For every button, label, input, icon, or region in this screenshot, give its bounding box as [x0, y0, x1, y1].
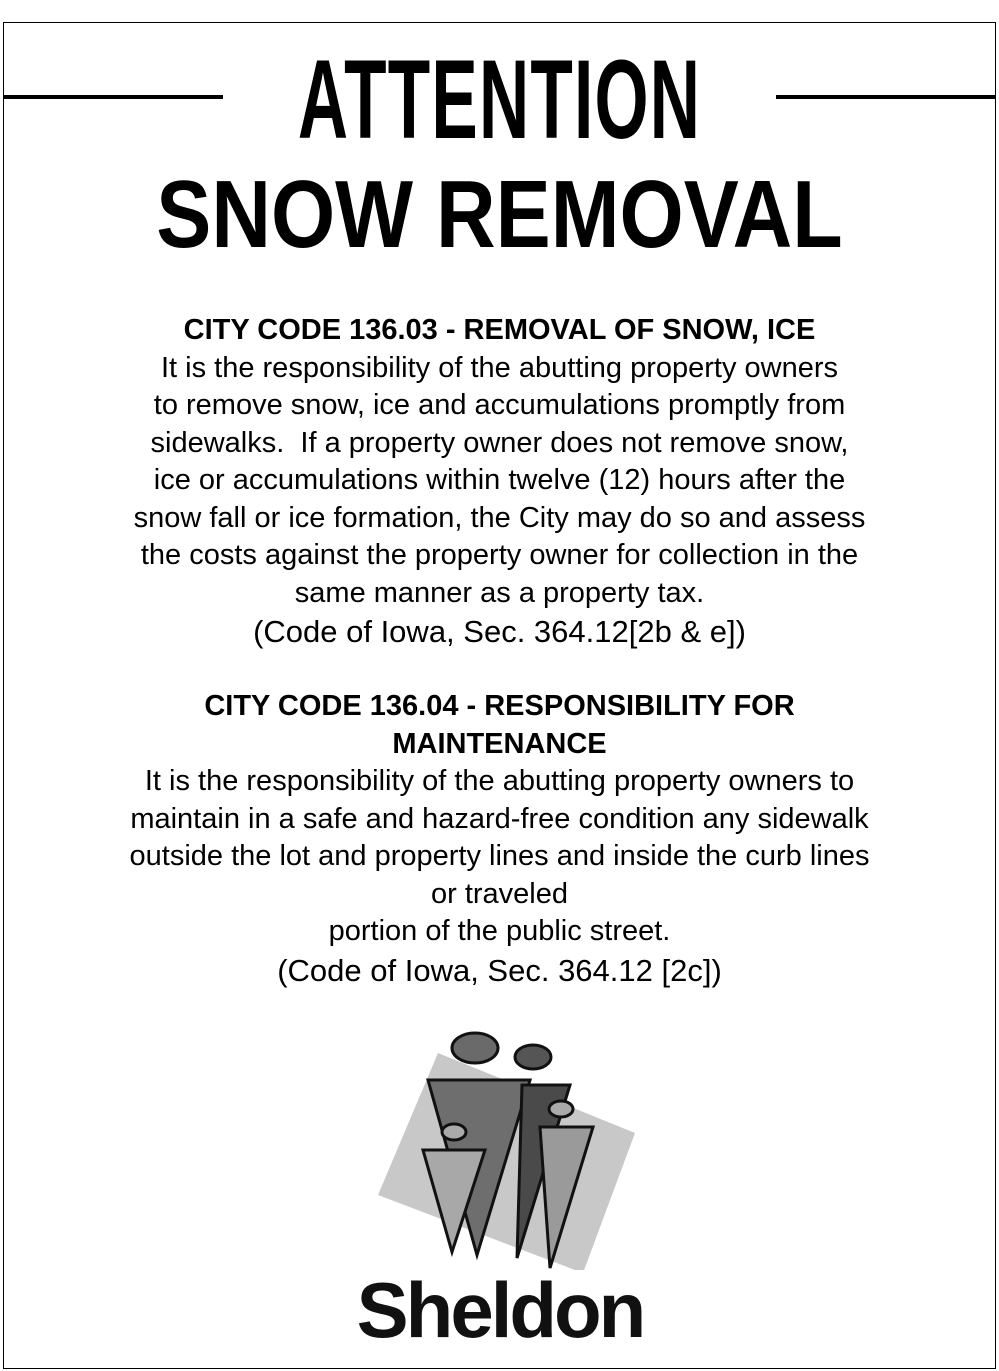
section-heading: CITY CODE 136.04 - RESPONSIBILITY FOR — [204, 690, 795, 722]
sheldon-logo-icon — [340, 1020, 660, 1270]
body-line: to remove snow, ice and accumulations promptly from — [153, 389, 846, 421]
body-line: It is the responsibility of the abutting property owners — [160, 351, 839, 384]
section-heading: CITY CODE 136.03 - REMOVAL OF SNOW, ICE — [183, 314, 816, 346]
section-136-04 — [40, 688, 959, 991]
body-line: same manner as a property tax. — [294, 576, 705, 609]
body-line: ice or accumulations within twelve (12) hours after the — [153, 464, 846, 496]
title-attention: ATTENTION — [297, 37, 702, 162]
body-line: or traveled — [430, 877, 568, 910]
body-line: outside the lot and property lines and inside the curb lines — [129, 840, 870, 872]
section-heading-cont: MAINTENANCE — [392, 727, 607, 760]
logo-wordmark: Sheldon — [356, 1266, 644, 1354]
body-line: the costs against the property owner for collection in the — [140, 539, 859, 571]
body-line: portion of the public street. — [328, 915, 671, 947]
body-line: maintain in a safe and hazard-free condition any sidewalk — [130, 802, 869, 835]
citation: (Code of Iowa, Sec. 364.12 [2c]) — [277, 952, 722, 988]
body-line: snow fall or ice formation, the City may do so and assess — [133, 501, 866, 534]
body-line: sidewalks. If a property owner does not remove snow, — [150, 426, 849, 459]
title-snow-removal: SNOW REMOVAL — [156, 161, 843, 268]
section-136-03 — [40, 312, 959, 652]
citation: (Code of Iowa, Sec. 364.12[2b & e]) — [253, 614, 746, 649]
body-line: It is the responsibility of the abutting property owners to — [144, 765, 855, 797]
